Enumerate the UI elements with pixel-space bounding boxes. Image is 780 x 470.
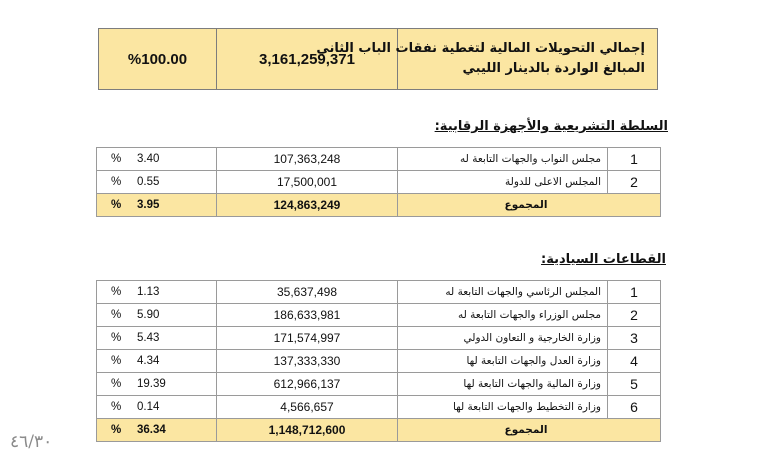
row-name: المجلس الاعلى للدولة: [398, 171, 608, 194]
row-name: وزارة التخطيط والجهات التابعة لها: [398, 396, 608, 419]
percent-sign: %: [111, 153, 122, 165]
total-percent: [97, 194, 217, 217]
percent-sign: %: [111, 176, 122, 188]
row-name: وزارة المالية والجهات التابعة لها: [398, 373, 608, 396]
row-percent: [97, 148, 217, 171]
row-number: 2: [608, 304, 661, 327]
percent-value: 4.34: [137, 355, 160, 367]
percent-sign: %: [111, 355, 122, 367]
total-amount: 124,863,249: [217, 194, 398, 217]
total-label: المجموع: [398, 419, 661, 442]
summary-amount: 3,161,259,371: [217, 29, 398, 90]
row-percent: [97, 327, 217, 350]
table-row: [97, 148, 661, 171]
total-percent: [97, 419, 217, 442]
legislative-table: [96, 147, 661, 217]
row-amount: 35,637,498: [217, 281, 398, 304]
row-number: 6: [608, 396, 661, 419]
percent-value: 1.13: [137, 286, 160, 298]
row-name: المجلس الرئاسي والجهات التابعة له: [398, 281, 608, 304]
total-row: [97, 194, 661, 217]
percent-value: 3.95: [137, 199, 160, 211]
row-amount: 171,574,997: [217, 327, 398, 350]
percent-value: 3.40: [137, 153, 160, 165]
row-number: 1: [608, 148, 661, 171]
table-row: [97, 304, 661, 327]
percent-value: 0.55: [137, 176, 160, 188]
row-number: 2: [608, 171, 661, 194]
total-amount: 1,148,712,600: [217, 419, 398, 442]
sovereign-table: [96, 280, 661, 442]
percent-value: 36.34: [137, 424, 166, 436]
percent-value: 5.90: [137, 309, 160, 321]
summary-title-line2: المبالغ الواردة بالدينار الليبي: [462, 61, 645, 76]
percent-sign: %: [111, 401, 122, 413]
table-row: [97, 373, 661, 396]
row-number: 3: [608, 327, 661, 350]
summary-title-line1: إجمالي التحويلات المالية لتغطية نفقات الباب الثاني: [316, 41, 645, 56]
summary-title: [316, 29, 658, 90]
row-name: وزارة الخارجية و التعاون الدولي: [398, 327, 608, 350]
row-percent: [97, 350, 217, 373]
row-percent: [97, 373, 217, 396]
row-amount: 186,633,981: [217, 304, 398, 327]
percent-sign: %: [111, 199, 122, 211]
summary-table: [98, 28, 658, 90]
summary-percent: %100.00: [99, 29, 217, 90]
table-row: [97, 327, 661, 350]
percent-value: 19.39: [137, 378, 166, 390]
row-amount: 4,566,657: [217, 396, 398, 419]
row-amount: 137,333,330: [217, 350, 398, 373]
percent-sign: %: [111, 378, 122, 390]
table-row: [97, 396, 661, 419]
table-row: [97, 350, 661, 373]
sovereign-section-title: القطاعات السيادية:: [541, 252, 666, 267]
percent-sign: %: [111, 309, 122, 321]
percent-sign: %: [111, 286, 122, 298]
percent-sign: %: [111, 424, 122, 436]
row-percent: [97, 396, 217, 419]
row-name: وزارة العدل والجهات التابعة لها: [398, 350, 608, 373]
row-name: مجلس الوزراء والجهات التابعة له: [398, 304, 608, 327]
total-row: [97, 419, 661, 442]
row-number: 4: [608, 350, 661, 373]
row-amount: 17,500,001: [217, 171, 398, 194]
row-amount: 612,966,137: [217, 373, 398, 396]
row-amount: 107,363,248: [217, 148, 398, 171]
table-row: [97, 171, 661, 194]
row-number: 1: [608, 281, 661, 304]
row-percent: [97, 171, 217, 194]
row-name: مجلس النواب والجهات التابعة له: [398, 148, 608, 171]
row-percent: [97, 281, 217, 304]
table-row: [97, 281, 661, 304]
total-label: المجموع: [398, 194, 661, 217]
percent-value: 0.14: [137, 401, 160, 413]
legislative-section-title: السلطة التشريعية والأجهزة الرقابية:: [434, 119, 668, 134]
page-number: ٤٦/٣٠: [10, 432, 53, 452]
summary-row: [99, 29, 658, 90]
row-number: 5: [608, 373, 661, 396]
row-percent: [97, 304, 217, 327]
percent-value: 5.43: [137, 332, 160, 344]
percent-sign: %: [111, 332, 122, 344]
